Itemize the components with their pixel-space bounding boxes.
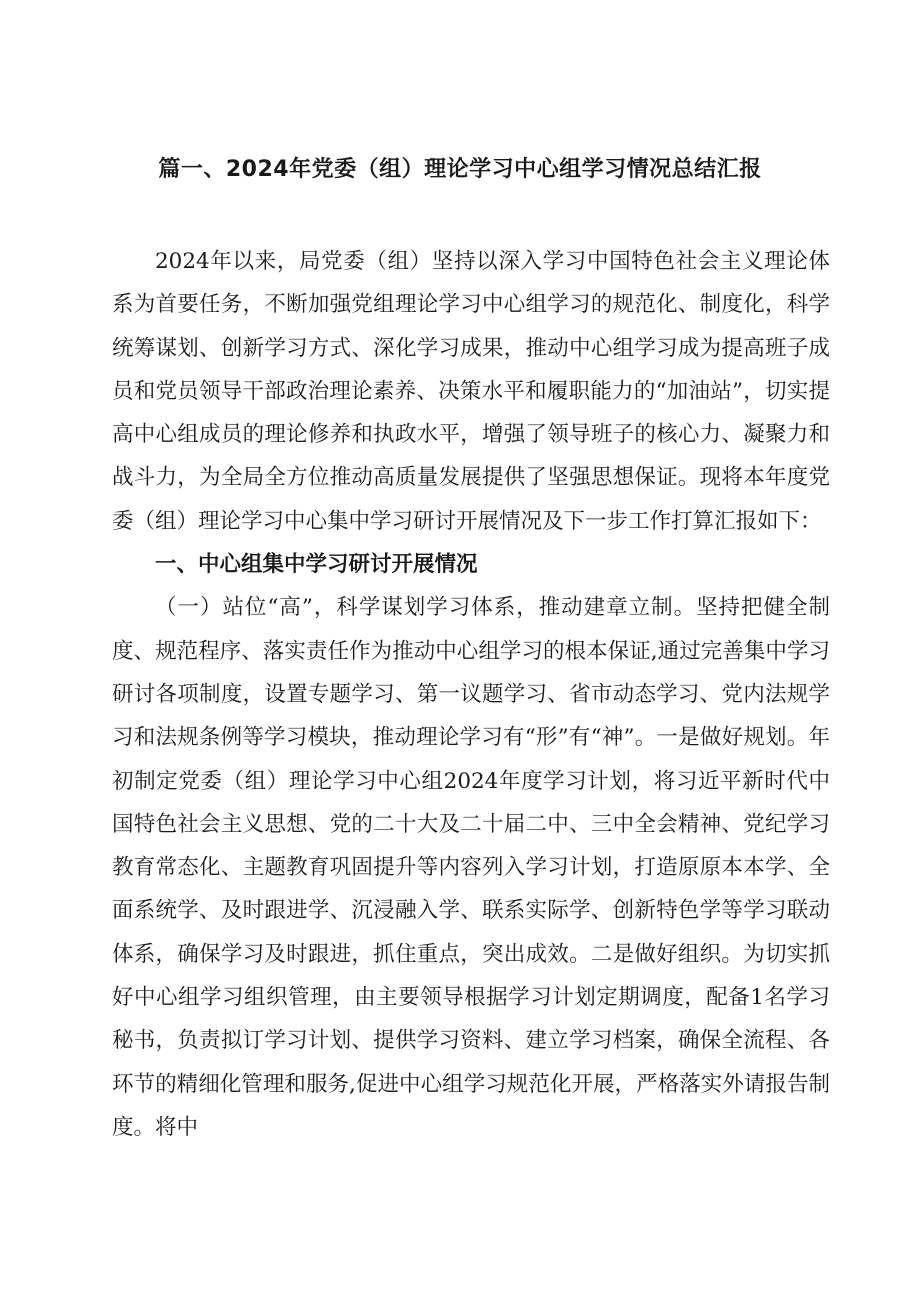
section-heading-1: 一、中心组集中学习研讨开展情况 xyxy=(155,552,478,578)
intro-paragraph: 2024年以来，局党委（组）坚持以深入学习中国特色社会主义理论体系为首要任务，不断加强党组理论学习中心组学习的规范化、制度化，科学统筹谋划、创新学习方式、深化学习成果，推动中心组学习成为提高班子成员和党员领导干部政治理论素养、决策水平和履职能力的“加油站”，切实提高中心组成员的理论修养和执政水平，增强了领导班子的核心力、凝聚力和战斗力，为全局全方位推动高质量发展提供了坚强思想保证。现将本年度党委（组）理论学习中心集中学习研讨开展情况及下一步工作打算汇报如下： xyxy=(112,249,830,534)
document-body xyxy=(112,240,830,1149)
document-title: 篇一、2024年党委（组）理论学习中心组学习情况总结汇报 xyxy=(158,157,762,182)
section-1-paragraph-1: （一）站位“高”，科学谋划学习体系，推动建章立制。坚持把健全制度、规范程序、落实责任作为推动中心组学习的根本保证,通过完善集中学习研讨各项制度，设置专题学习、第一议题学习、省市动态学习、党内法规学习和法规条例等学习模块，推动理论学习有“形”有“神”。一是做好规划。年初制定党委（组）理论学习中心组2024年度学习计划，将习近平新时代中国特色社会主义思想、党的二十大及二十届二中、三中全会精神、党纪学习教育常态化、主题教育巩固提升等内容列入学习计划，打造原原本本学、全面系统学、及时跟进学、沉浸融入学、联系实际学、创新特色学等学习联动体系，确保学习及时跟进，抓住重点，突出成效。二是做好组织。为切实抓好中心组学习组织管理，由主要领导根据学习计划定期调度，配备1名学习秘书，负责拟订学习计划、提供学习资料、建立学习档案，确保全流程、各环节的精细化管理和服务,促进中心组学习规范化开展，严格落实外请报告制度。将中 xyxy=(112,595,830,1140)
